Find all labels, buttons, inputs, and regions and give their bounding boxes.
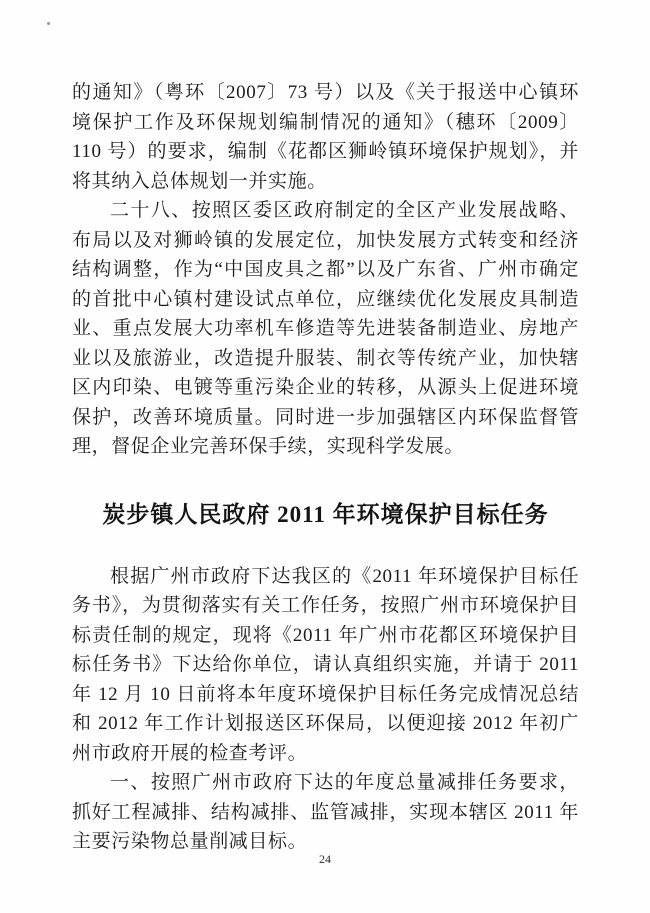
paragraph-item-28: 二十八、按照区委区政府制定的全区产业发展战略、布局以及对狮岭镇的发展定位，加快发展方式转变和经济结构调整，作为“中国皮具之都”以及广东省、广州市确定的首批中心镇村建设试点单位，应继续优化发展皮具制造业、重点发展大功率机车修造等先进装备制造业、房地产业以及旅游业，改造提升服装、制衣等传统产业，加快辖区内印染、电镀等重污染企业的转移，从源头上促进环境保护，改善环境质量。同时进一步加强辖区内环保监督管理，督促企业完善环保手续，实现科学发展。 — [72, 200, 579, 457]
paragraph-intro: 根据广州市政府下达我区的《2011 年环境保护目标任务书》，为贯彻落实有关工作任务，按照广州市环境保护目标责任制的规定，现将《2011 年广州市花都区环境保护目标任务书》下达给你单位，请认真组织实施，并请于 2011 年 12 月 10 日前将本年度环境保护目标任务完成情况总结和 2012 年工作计划报送区环保局，以便迎接 2012 年初广州市政府开展的检查考评。 — [72, 565, 579, 764]
paragraph-continuation: 的通知》（粤环〔2007〕73 号）以及《关于报送中心镇环境保护工作及环保规划编制情况的通知》（穗环〔2009〕110 号）的要求，编制《花都区狮岭镇环境保护规划》，并将其纳入总体规划一并实施。 — [72, 82, 579, 192]
scan-artifact-dot — [47, 22, 50, 25]
section-heading: 炭步镇人民政府 2011 年环境保护目标任务 — [102, 501, 549, 527]
paragraph-item-1: 一、按照广州市政府下达的年度总量减排任务要求，抓好工程减排、结构减排、监管减排，实现本辖区 2011 年主要污染物总量削减目标。 — [72, 772, 579, 852]
page-number: 24 — [319, 852, 331, 866]
document-content — [72, 78, 579, 857]
